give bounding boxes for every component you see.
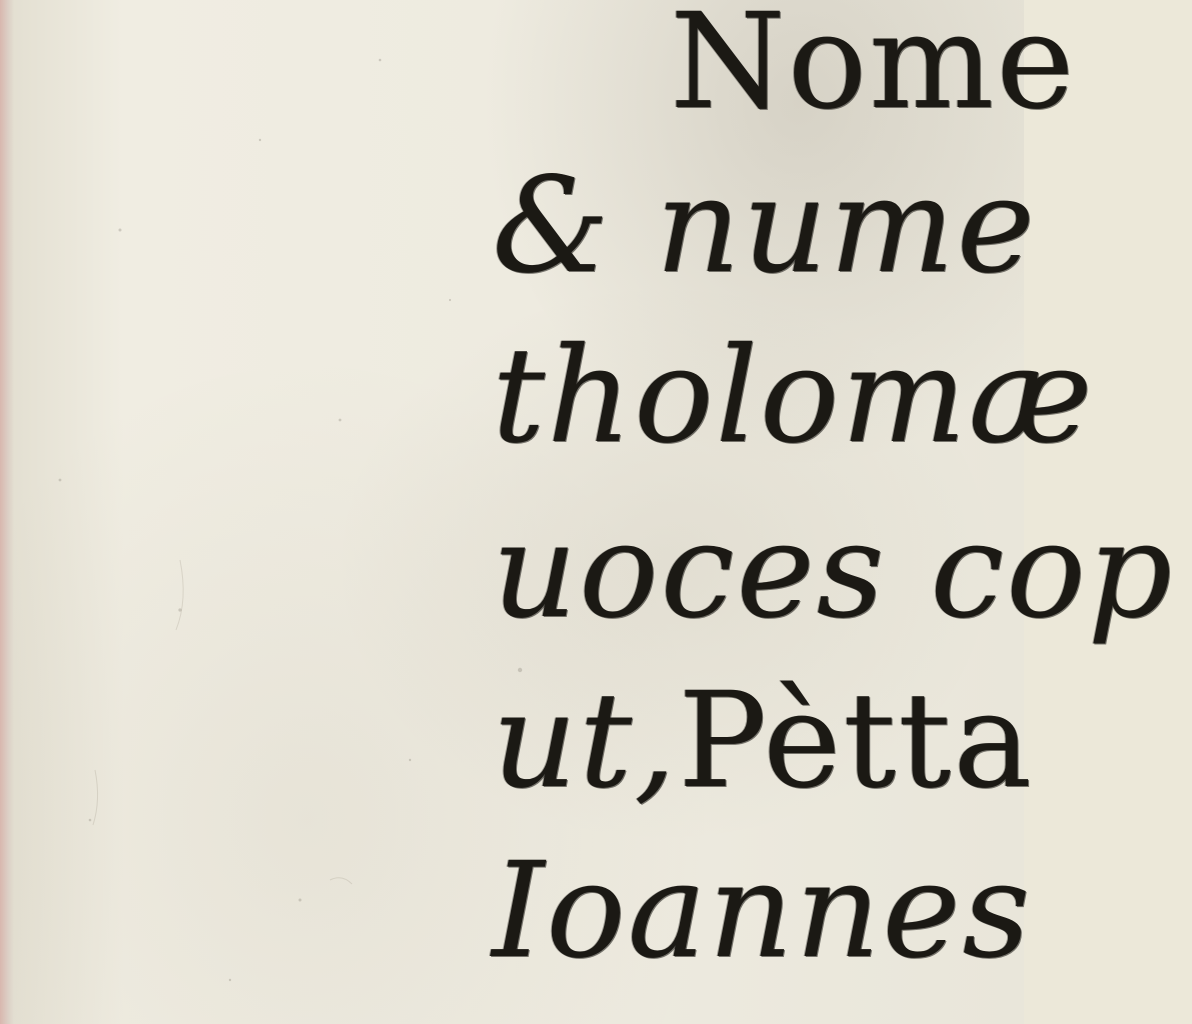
text-line-1: Nome [670,0,1077,139]
text-line-5-italic: ut, [492,664,679,818]
text-line-4: uoces cop [492,494,1175,648]
text-line-2: & nume [492,149,1037,303]
text-line-6: Ioannes [492,834,1033,988]
text-line-3: tholomæ [492,319,1095,473]
text-line-5 [492,664,1034,818]
text-line-5-roman: Pètta [678,664,1034,818]
text-block [492,0,1192,1024]
